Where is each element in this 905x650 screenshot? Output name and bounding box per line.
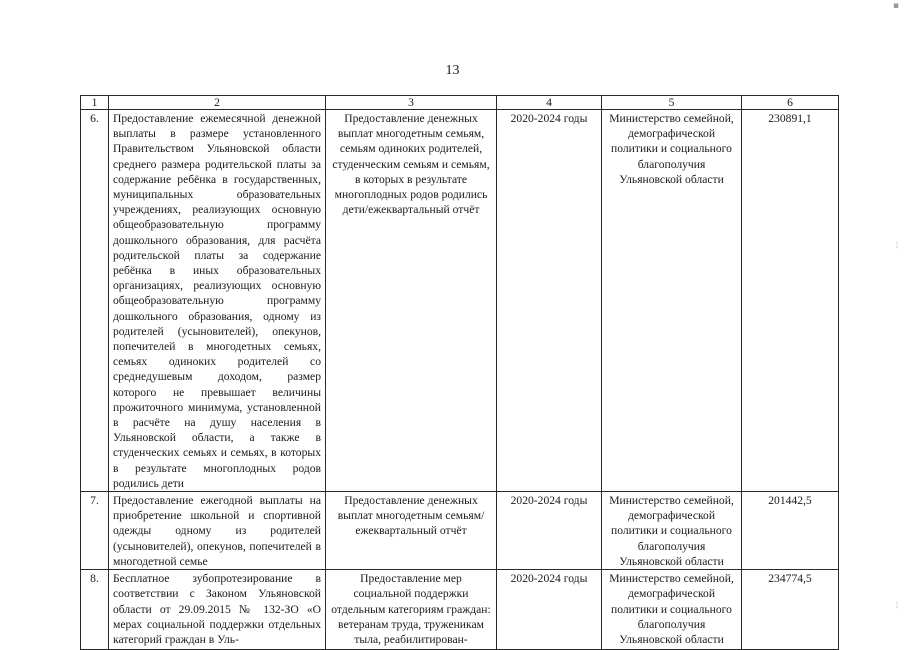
program-table: [80, 95, 839, 650]
column-header-5: 5: [602, 96, 742, 110]
row-number: 6.: [81, 110, 109, 492]
row-description: Предоставление ежегодной выплаты на приобретение школьной и спортивной одежды одному из родителей (усыновителей), опекунов, попечителей в многодетной семье: [109, 492, 326, 570]
page-number: 13: [445, 63, 460, 78]
row-measure: Предоставление денежных выплат многодетным семьям/ежеквартальный отчёт: [326, 492, 497, 570]
row-amount-text: 234774,5: [768, 572, 812, 586]
scan-edge-mark: ¦: [895, 240, 899, 249]
column-header-2: 2: [109, 96, 326, 110]
row-period: 2020-2024 годы: [497, 110, 602, 492]
row-description: Предоставление ежемесячной денежной выплаты в размере установленного Правительством Ульяновской области среднего размера родительской платы за содержание ребёнка в государственных, муниципальных образовательных учреждениях, реализующих основную общеобразовательную программу дошкольного образования, для расчёта родительской платы за содержание ребёнка в иных образовательных организациях, реализующих основную общеобразовательную программу дошкольного образования, одному из родителей (усыновителей), опекунов, попечителей в многодетных семьях, семьях одиноких родителей со среднедушевым доходом, размер которого не превышает величины прожиточного минимума, установленной в расчёте на душу населения в Ульяновской области, а также в студенческих семьях и семьях, в которых в результате многоплодных родов родились дети: [109, 110, 326, 492]
row-executor: Министерство семейной, демографической политики и социального благополучия Ульяновской области: [602, 110, 742, 492]
column-number-row: [81, 96, 839, 110]
column-header-3: 3: [326, 96, 497, 110]
column-header-6: 6: [742, 96, 839, 110]
row-amount: [742, 570, 839, 650]
row-period: [497, 570, 602, 650]
row-measure: [326, 570, 497, 650]
row-executor: [602, 570, 742, 650]
table-row: [81, 570, 839, 650]
row-amount: 201442,5: [742, 492, 839, 570]
row-executor: Министерство семейной, демографической политики и социального благополучия Ульяновской области: [602, 492, 742, 570]
row-executor-text: Министерство семейной, демографической политики и социального благополучия Ульяновской области: [609, 572, 734, 646]
table-row: [81, 110, 839, 492]
row-number: 7.: [81, 492, 109, 570]
column-header-4: 4: [497, 96, 602, 110]
row-number-text: 8.: [90, 572, 99, 586]
row-description-text: Бесплатное зубопротезирование в соответствии с Законом Ульяновской области от 29.09.2015 № 132-ЗО «О мерах социальной поддержки отдельных категорий граждан в Уль-: [113, 572, 321, 646]
table-row: [81, 492, 839, 570]
column-header-1: 1: [81, 96, 109, 110]
scan-edge-mark: ¦: [895, 600, 899, 609]
row-measure: Предоставление денежных выплат многодетным семьям, семьям одиноких родителей, студенческим семьям и семьям, в которых в результате многоплодных родов родились дети/ежеквартальный отчёт: [326, 110, 497, 492]
row-measure-text: Предоставление мер социальной поддержки отдельным категориям граждан: ветеранам труда, труженикам тыла, реабилитирован-: [331, 572, 491, 646]
scan-corner-mark: ▪: [892, 1, 899, 11]
row-amount: 230891,1: [742, 110, 839, 492]
row-number: [81, 570, 109, 650]
row-period-text: 2020-2024 годы: [510, 572, 588, 586]
row-description: [109, 570, 326, 650]
row-period: 2020-2024 годы: [497, 492, 602, 570]
